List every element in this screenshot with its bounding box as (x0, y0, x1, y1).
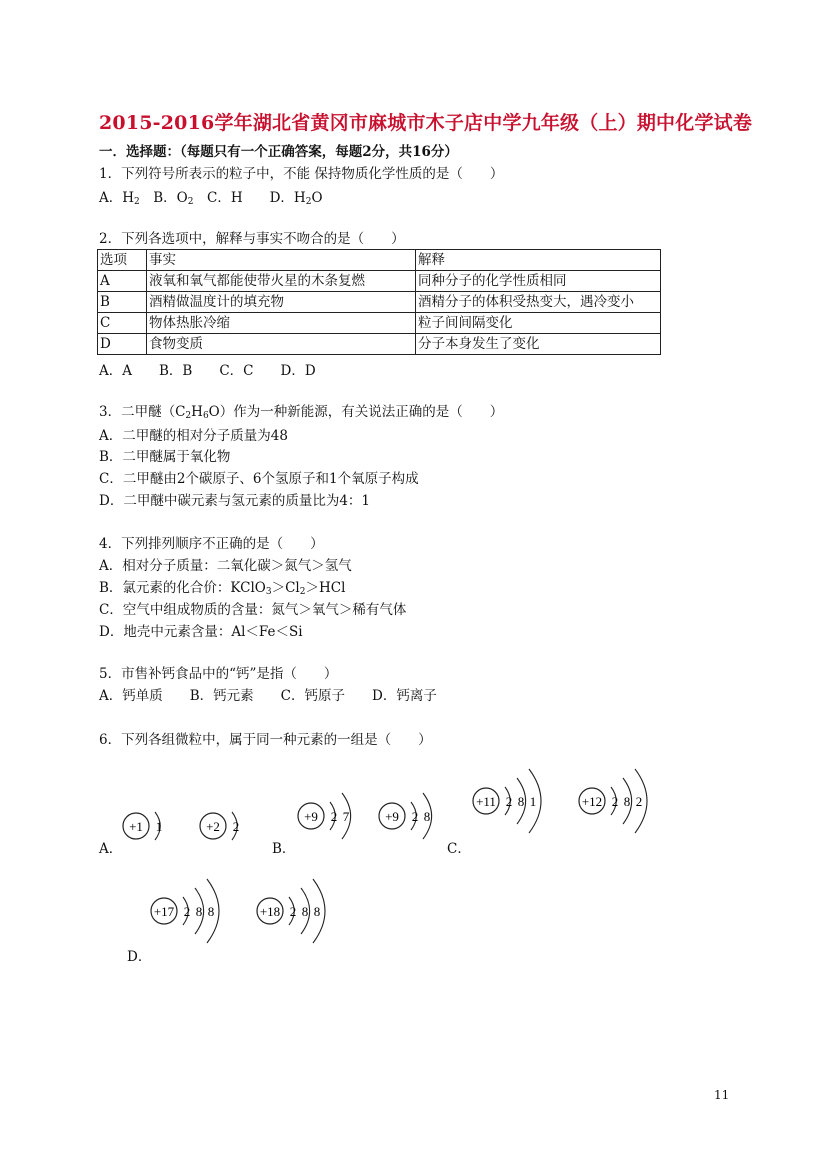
table-cell: 同种分子的化学性质相同 (416, 271, 661, 292)
electron-count: 8 (301, 904, 309, 919)
question-6-stem: 6．下列各组微粒中，属于同一种元素的一组是（ ） (99, 732, 432, 748)
question-3-option-d: D．二甲醚中碳元素与氢元素的质量比为4：1 (99, 493, 371, 509)
question-4-option-d: D．地壳中元素含量：Al＜Fe＜Si (99, 624, 303, 640)
atom-diagram-svg (472, 783, 592, 863)
electron-count: 2 (411, 809, 419, 824)
atom-diagram (256, 893, 376, 977)
question-4-option-a: A．相对分子质量：二氧化碳＞氮气＞氢气 (99, 558, 352, 574)
question-1-options: A．$H_2$ B．$O_2$ C．H D．$H_2O$ (99, 190, 323, 207)
atom-diagram (472, 783, 592, 867)
exam-title: 2015-2016学年湖北省黄冈市麻城市木子店中学九年级（上）期中化学试卷 (99, 112, 753, 134)
table-header-row (98, 250, 661, 271)
electron-count: 2 (330, 809, 338, 824)
question-3-option-c: C．二甲醚由2个碳原子、6个氢原子和1个氧原子构成 (99, 471, 419, 487)
question-3-stem: 3．二甲醚$(C_2H_6O)$作为一种新能源，有关说法正确的是（ ） (99, 404, 504, 421)
nucleus-charge: +11 (476, 794, 496, 809)
question-5-options: A．钙单质 B．钙元素 C．钙原子 D．钙离子 (99, 688, 437, 704)
atom-diagram-svg (150, 893, 270, 973)
electron-count: 7 (342, 809, 350, 824)
table-cell: 粒子间间隔变化 (416, 313, 661, 334)
nucleus-charge: +18 (259, 904, 281, 919)
atom-diagram-svg (578, 783, 698, 863)
table-cell: 物体热胀冷缩 (147, 313, 416, 334)
table-cell: B (98, 292, 147, 313)
question-2-options: A．A B．B C．C D．D (99, 363, 316, 379)
table-cell: 液氧和氧气都能使带火星的木条复燃 (147, 271, 416, 292)
electron-count: 8 (423, 809, 431, 824)
table-cell: 食物变质 (147, 334, 416, 355)
question-6-option-a-label: A． (99, 841, 123, 857)
question-4-option-c: C．空气中组成物质的含量：氮气＞氧气＞稀有气体 (99, 602, 407, 618)
question-6-option-c-label: C． (447, 841, 471, 857)
electron-count: 1 (529, 794, 537, 809)
electron-count: 8 (207, 904, 215, 919)
table-cell: D (98, 334, 147, 355)
table-row (98, 292, 661, 313)
question-6-option-d-label: D． (127, 949, 152, 965)
atom-diagram-svg (256, 893, 376, 973)
table-row (98, 334, 661, 355)
nucleus-charge: +9 (385, 809, 399, 824)
question-2-stem: 2．下列各选项中，解释与事实不吻合的是（ ） (99, 231, 405, 247)
table-cell: A (98, 271, 147, 292)
electron-count: 2 (232, 819, 240, 834)
question-1-stem: 1．下列符号所表示的粒子中，不能 保持物质化学性质的是（ ） (99, 166, 504, 182)
table-row (98, 313, 661, 334)
table-header-cell: 解释 (416, 250, 661, 271)
question-3-option-b: B．二甲醚属于氧化物 (99, 449, 231, 465)
question-4-stem: 4．下列排列顺序不正确的是（ ） (99, 536, 324, 552)
nucleus-charge: +17 (153, 904, 175, 919)
electron-count: 8 (313, 904, 321, 919)
electron-count: 8 (517, 794, 525, 809)
table-header-cell: 选项 (98, 250, 147, 271)
electron-count: 2 (289, 904, 297, 919)
atom-diagram (578, 783, 698, 867)
atom-diagram (150, 893, 270, 977)
nucleus-charge: +12 (581, 794, 603, 809)
electron-count: 2 (183, 904, 191, 919)
table-cell: C (98, 313, 147, 334)
table-cell: 分子本身发生了变化 (416, 334, 661, 355)
question-5-stem: 5．市售补钙食品中的“钙”是指（ ） (99, 666, 338, 682)
table-cell: 酒精做温度计的填充物 (147, 292, 416, 313)
table-cell: 酒精分子的体积受热变大，遇冷变小 (416, 292, 661, 313)
electron-count: 8 (623, 794, 631, 809)
electron-count: 2 (635, 794, 643, 809)
question-6-option-b-label: B． (272, 841, 296, 857)
table-header-cell: 事实 (147, 250, 416, 271)
question-2-table (97, 249, 661, 355)
nucleus-charge: +2 (206, 819, 220, 834)
table-row (98, 271, 661, 292)
electron-count: 8 (195, 904, 203, 919)
nucleus-charge: +1 (129, 819, 143, 834)
electron-count: 2 (505, 794, 513, 809)
electron-count: 2 (611, 794, 619, 809)
question-3-option-a: A．二甲醚的相对分子质量为48 (99, 428, 288, 444)
electron-count: 1 (155, 819, 163, 834)
section-heading: 一．选择题：（每题只有一个正确答案，每题2分，共16分） (99, 144, 458, 160)
page-number: 11 (714, 1088, 730, 1102)
nucleus-charge: +9 (304, 809, 318, 824)
question-4-option-b: B．氯元素的化合价：$KClO_3>Cl_2>HCl$ (99, 580, 346, 597)
